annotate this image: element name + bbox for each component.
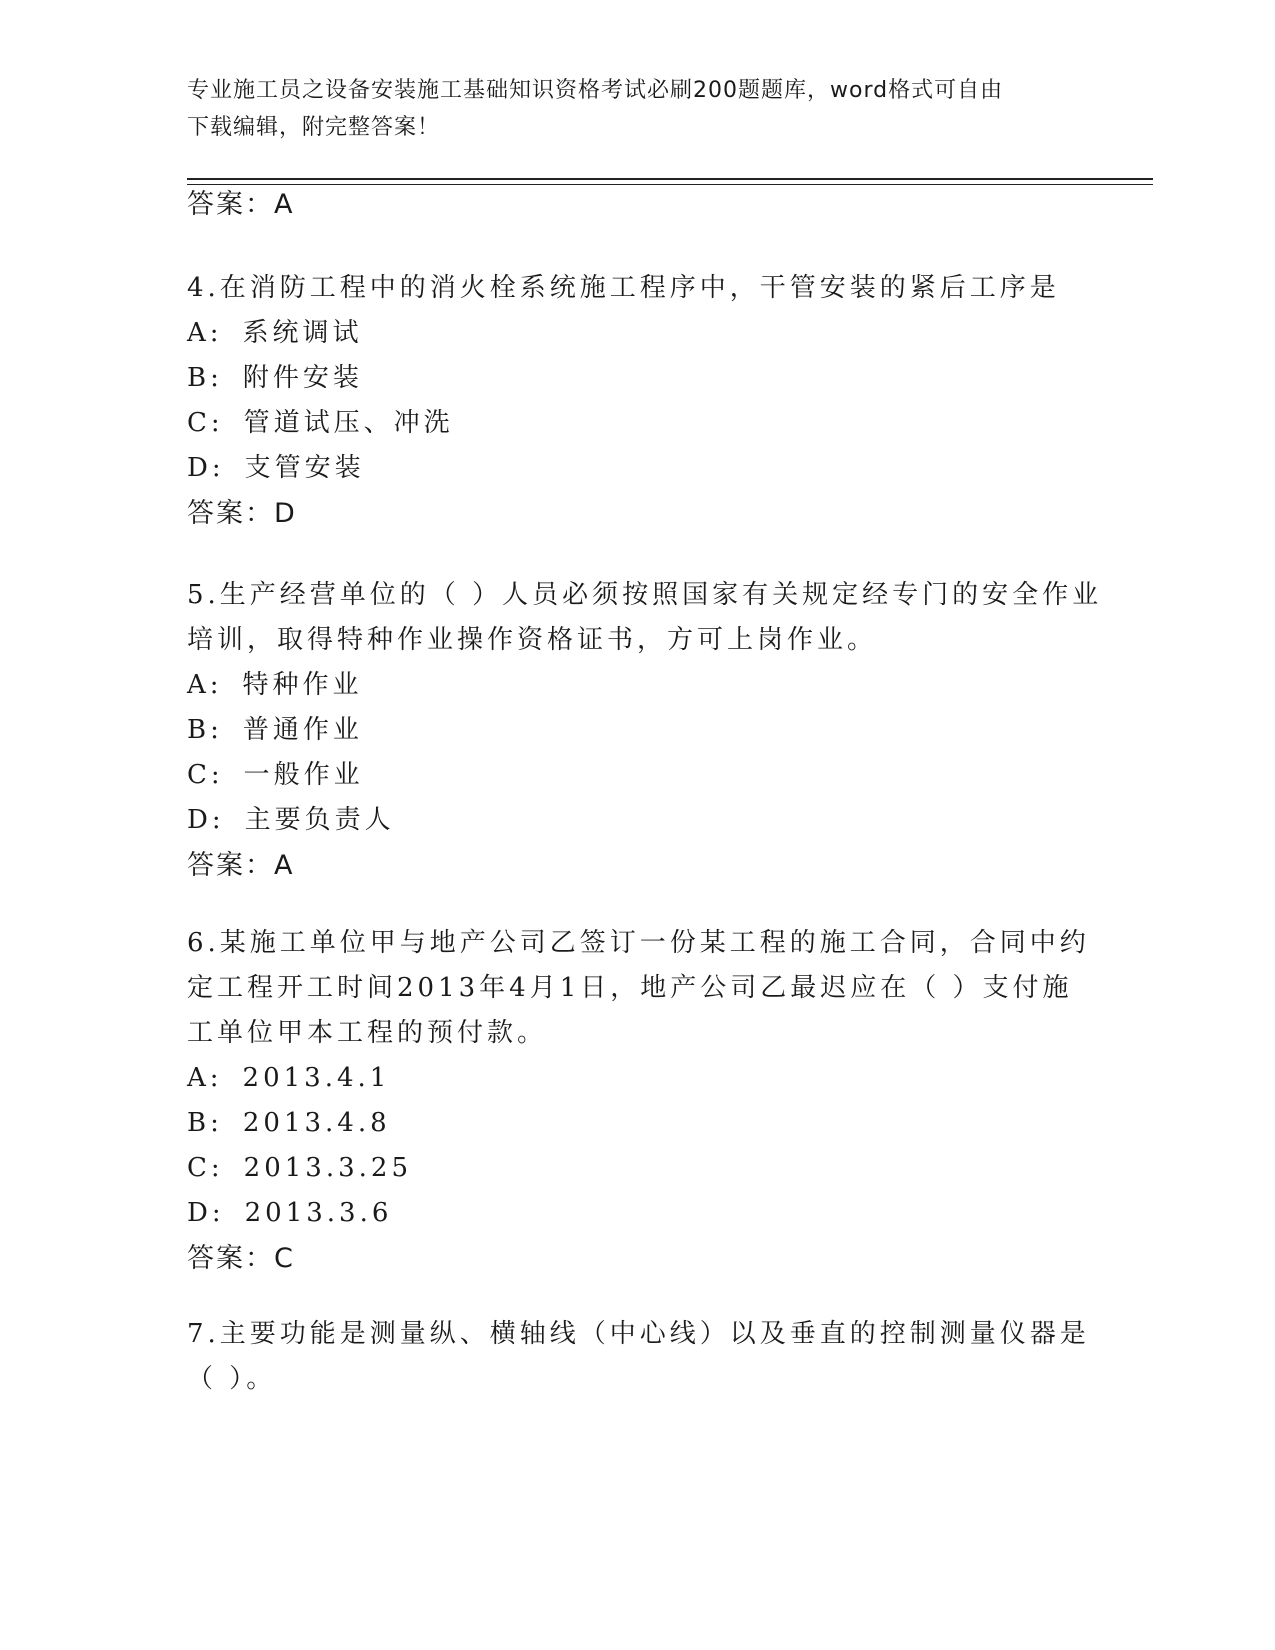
option-text: 2013.3.25 (243, 1153, 412, 1183)
option-key: C: (187, 408, 224, 438)
option-text: 2013.4.1 (242, 1063, 391, 1093)
question-7 (187, 1312, 1090, 1402)
option-key: A: (187, 670, 223, 700)
header-line-2: 下载编辑，附完整答案！ (187, 115, 441, 140)
option-a (187, 1056, 1087, 1101)
question-text-line: （ ）。 (187, 1364, 277, 1394)
option-c (187, 1146, 1087, 1191)
option-key: A: (187, 318, 223, 348)
option-text: 2013.4.8 (242, 1108, 391, 1138)
option-text: 支管安装 (244, 453, 365, 483)
option-c (187, 753, 1087, 798)
answer-text: 答案：A (187, 850, 295, 881)
option-d (187, 446, 1087, 491)
option-a (187, 311, 1087, 356)
question-5 (187, 573, 1103, 888)
option-key: D: (187, 805, 225, 835)
option-key: C: (187, 760, 224, 790)
option-key: C: (187, 1153, 224, 1183)
header-rule-thick (187, 178, 1153, 180)
question-text-line: 7.主要功能是测量纵、横轴线（中心线）以及垂直的控制测量仪器是 (187, 1319, 1090, 1349)
option-text: 管道试压、冲洗 (243, 408, 454, 438)
option-a (187, 663, 1087, 708)
option-b (187, 1101, 1087, 1146)
option-b (187, 708, 1087, 753)
option-d (187, 798, 1087, 843)
option-text: 系统调试 (242, 318, 363, 348)
answer-text: 答案：A (187, 189, 295, 220)
option-text: 附件安装 (242, 363, 363, 393)
option-key: B: (187, 1108, 223, 1138)
answer-text: 答案：D (187, 498, 297, 529)
option-d (187, 1191, 1087, 1236)
option-key: A: (187, 1063, 223, 1093)
option-text: 特种作业 (242, 670, 363, 700)
option-text: 普通作业 (242, 715, 363, 745)
question-text-line: 培训，取得特种作业操作资格证书，方可上岗作业。 (187, 625, 878, 655)
option-key: B: (187, 715, 223, 745)
question-4 (187, 266, 1087, 536)
question-text-line: 4.在消防工程中的消火栓系统施工程序中，干管安装的紧后工序是 (187, 273, 1060, 303)
option-b (187, 356, 1087, 401)
option-text: 2013.3.6 (244, 1198, 393, 1228)
question-6 (187, 921, 1090, 1281)
option-text: 主要负责人 (244, 805, 395, 835)
option-key: B: (187, 363, 223, 393)
option-text: 一般作业 (243, 760, 364, 790)
option-key: D: (187, 453, 225, 483)
question-text-line: 定工程开工时间2013年4月1日，地产公司乙最迟应在（ ）支付施 (187, 973, 1073, 1003)
question-text-line: 6.某施工单位甲与地产公司乙签订一份某工程的施工合同，合同中约 (187, 928, 1090, 958)
answer-text: 答案：C (187, 1243, 295, 1274)
option-c (187, 401, 1087, 446)
option-key: D: (187, 1198, 225, 1228)
question-text-line: 工单位甲本工程的预付款。 (187, 1018, 548, 1048)
document-header (187, 72, 1087, 146)
previous-answer-block (187, 182, 1087, 227)
header-line-1: 专业施工员之设备安装施工基础知识资格考试必刷200题题库，word格式可自由 (187, 78, 1004, 103)
question-text-line: 5.生产经营单位的（ ）人员必须按照国家有关规定经专门的安全作业 (187, 580, 1103, 610)
